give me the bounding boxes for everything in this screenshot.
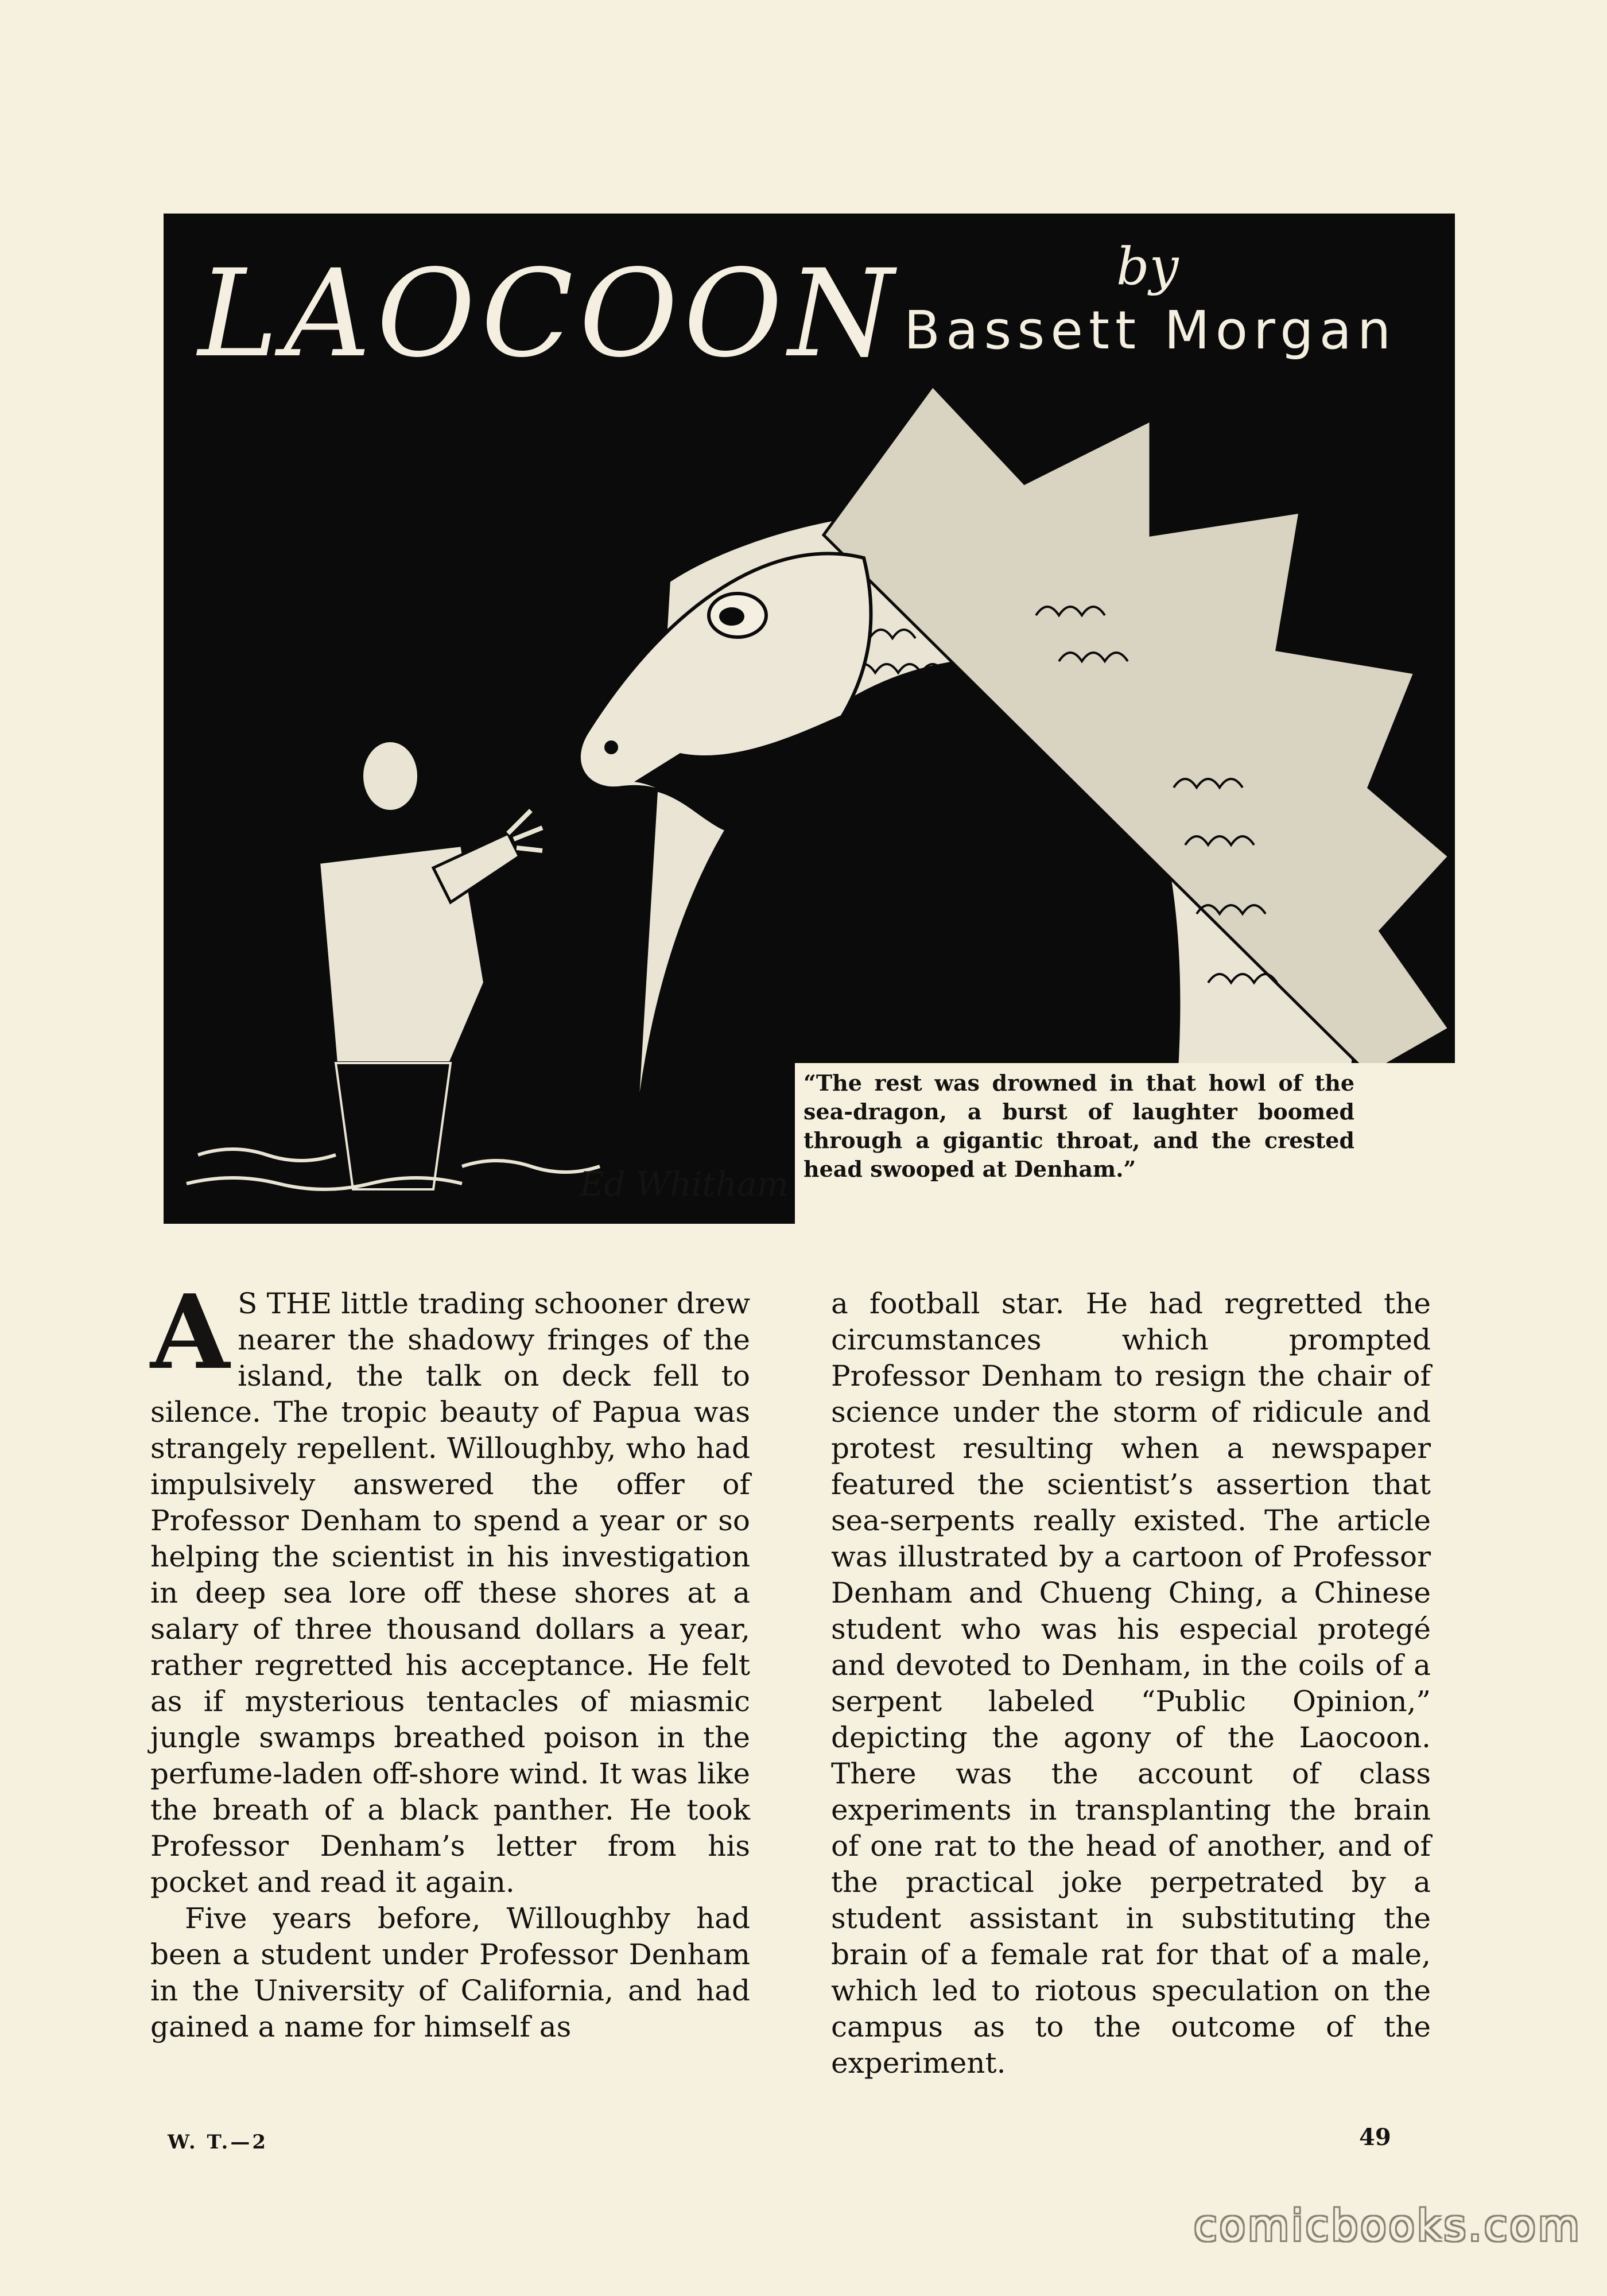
byline-by: by bbox=[1116, 236, 1179, 297]
signature-mark: W. T.—2 bbox=[168, 2131, 268, 2154]
watermark: comicbooks.com bbox=[1194, 2201, 1582, 2251]
page-number: 49 bbox=[1359, 2124, 1391, 2151]
illustration-caption: “The rest was drowned in that howl of the sea-dragon, a burst of laughter boomed through a gigantic throat, and the crested head swooped at Denham.” bbox=[804, 1070, 1354, 1182]
paragraph-text: S THE little trading schooner drew nearer the shadowy fringes of the island, the talk on deck fell to silence. The tropic beauty of Papua was strangely repellent. Willoughby, who had impulsively answered the offer of Professor Denham to spend a year or so helping the scientist in his investigation in deep sea lore off these shores at a salary of three thousand dollars a year, rather regretted his acceptance. He felt as if mysterious tentacles of miasmic jungle swamps breathed poison in the perfume-laden off-shore wind. It was like the breath of a black panther. He took Professor Denham’s letter from his pocket and read it again. bbox=[150, 1287, 750, 1899]
paragraph: Five years before, Willoughby had been a student under Professor Denham in the University of California, and had gained a name for himself as bbox=[150, 1902, 750, 2043]
text-column-left bbox=[150, 1272, 750, 2045]
artist-signature: Ed Whitham bbox=[580, 1165, 789, 1204]
paragraph bbox=[150, 1272, 750, 1901]
paragraph: a football star. He had regretted the circumstances which prompted Professor Denham to resign the chair of science under the storm of ridicule and protest resulting when a newspaper featured the scientist’s assertion that sea-serpents really existed. The article was illustrated by a cartoon of Professor Denham and Chueng Ching, a Chinese student who was his especial protegé and devoted to Denham, in the coils of a serpent labeled “Public Opinion,” depicting the agony of the Laocoon. There was the account of class experiments in transplanting the brain of one rat to the head of another, and of the practical joke perpetrated by a student assistant in substituting the brain of a female rat for that of a male, which led to riotous speculation on the campus as to the outcome of the experiment. bbox=[831, 1287, 1431, 2080]
author-byline: Bassett Morgan bbox=[904, 300, 1397, 361]
professor-figure bbox=[319, 740, 542, 1189]
story-illustration bbox=[164, 214, 1455, 1224]
text-column-right bbox=[831, 1286, 1431, 2081]
drop-cap: A bbox=[150, 1272, 230, 1392]
story-title: LAOCOON bbox=[198, 243, 900, 384]
